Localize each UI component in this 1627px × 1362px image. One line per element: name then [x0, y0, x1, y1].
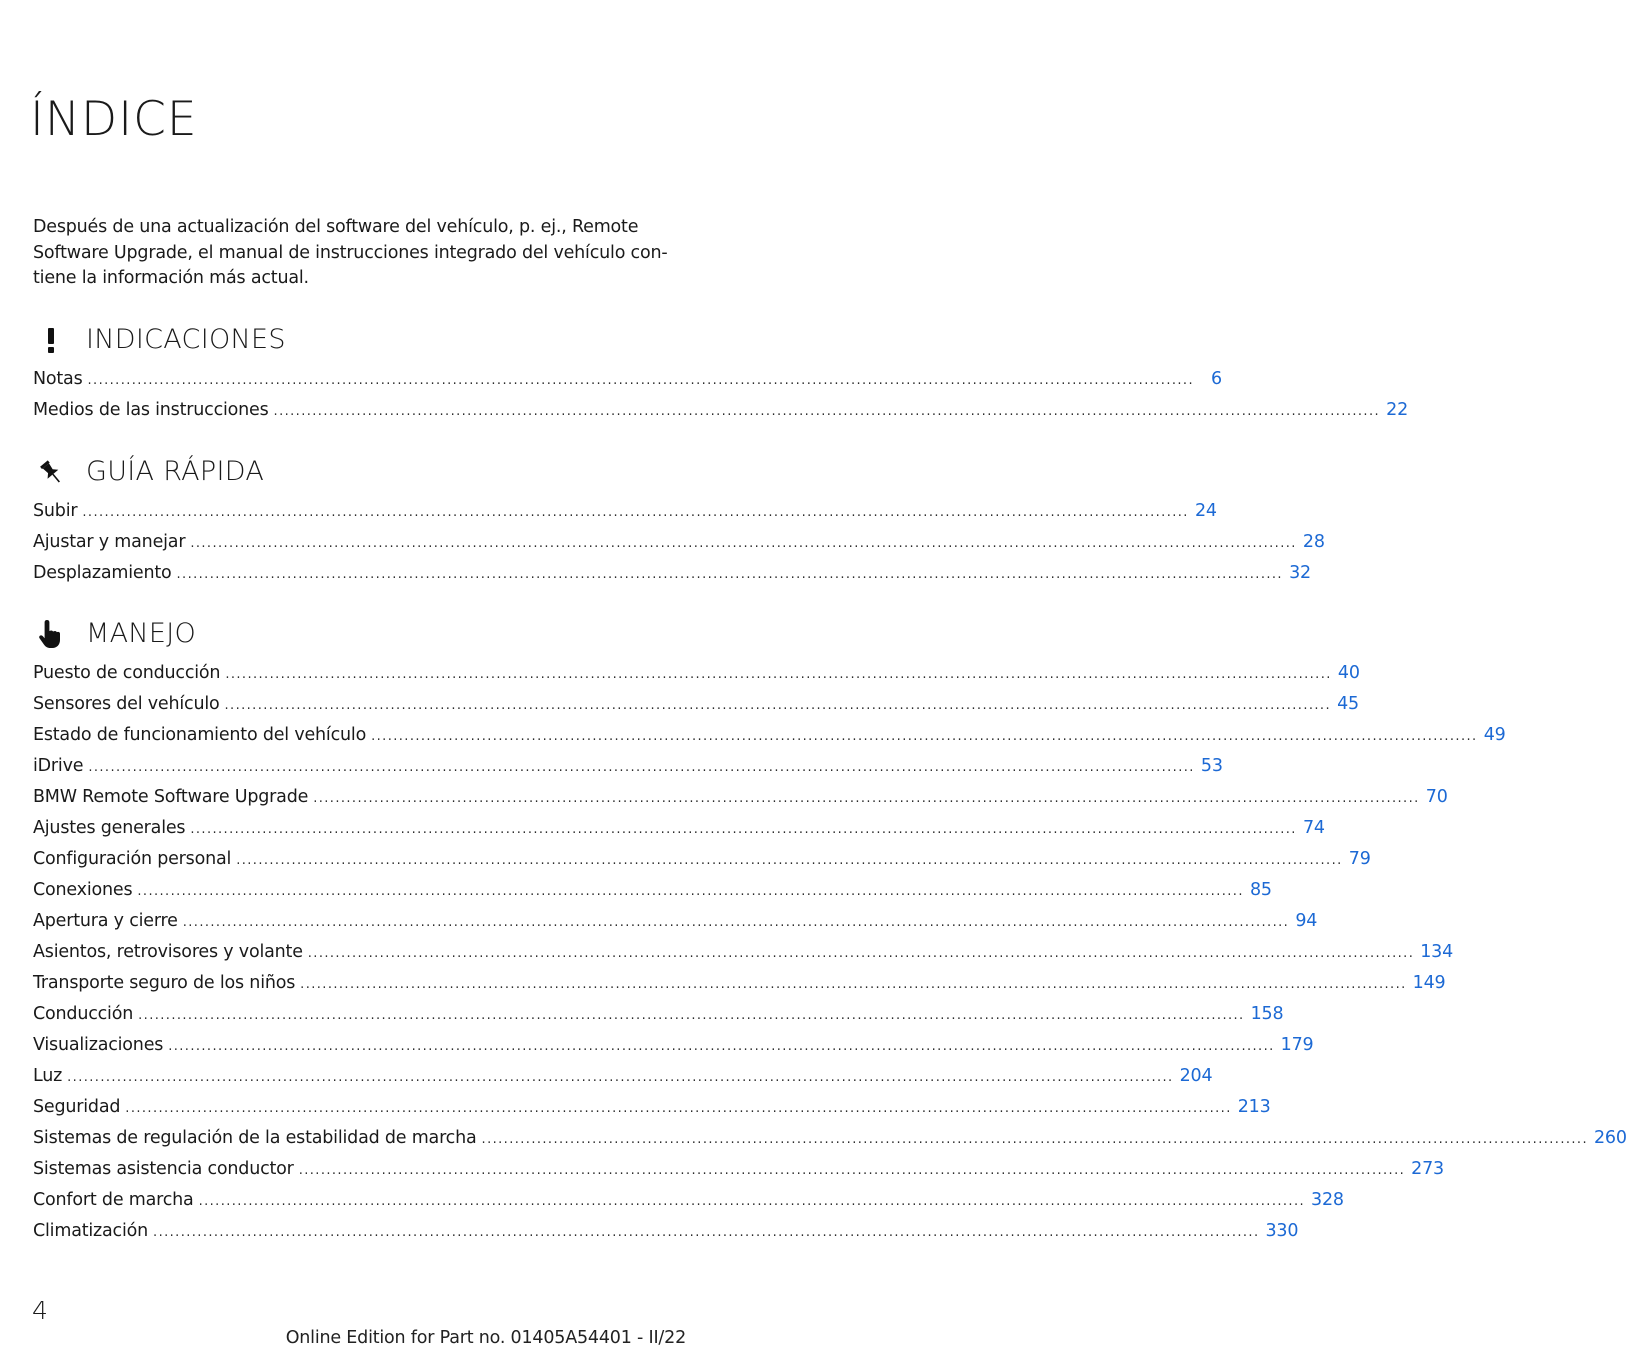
toc-entry-page[interactable]: 74	[1302, 818, 1325, 838]
leader-dots: ........................................................................................................................................................................................................	[190, 536, 1297, 551]
section-heading-indicaciones	[33, 322, 693, 362]
leader-dots: ........................................................................................................................................................................................................	[88, 760, 1195, 775]
toc-entry[interactable]	[33, 527, 1325, 558]
toc-entry-label: Medios de las instrucciones	[33, 400, 269, 420]
section-heading-guia-rapida	[33, 454, 693, 494]
section-title: GUÍA RÁPIDA	[86, 456, 265, 487]
toc-entry-page[interactable]: 32	[1289, 563, 1311, 583]
toc-list-indicaciones	[33, 364, 1409, 426]
leader-dots: ........................................................................................................................................................................................................	[168, 1039, 1275, 1054]
toc-entry-label: Ajustes generales	[33, 818, 186, 838]
leader-dots: ........................................................................................................................................................................................................	[236, 853, 1343, 868]
leader-dots: ........................................................................................................................................................................................................	[176, 567, 1283, 582]
toc-entry[interactable]	[33, 1154, 1444, 1185]
toc-entry-page[interactable]: 134	[1420, 942, 1454, 962]
leader-dots: ........................................................................................................................................................................................................	[190, 822, 1297, 837]
leader-dots: ........................................................................................................................................................................................................	[82, 505, 1189, 520]
toc-entry-label: Configuración personal	[33, 849, 232, 869]
toc-entry[interactable]	[33, 558, 1311, 589]
leader-dots: ........................................................................................................................................................................................................	[298, 1163, 1406, 1178]
leader-dots: ........................................................................................................................................................................................................	[153, 1225, 1260, 1240]
toc-entry-label: BMW Remote Software Upgrade	[33, 787, 309, 807]
toc-entry[interactable]	[33, 720, 1506, 751]
toc-entry-label: Sistemas asistencia conductor	[33, 1159, 294, 1179]
toc-list-guia-rapida	[33, 496, 1325, 589]
toc-entry-page[interactable]: 49	[1483, 725, 1506, 745]
toc-entry-page[interactable]: 79	[1348, 849, 1371, 869]
toc-entry-label: Seguridad	[33, 1097, 121, 1117]
toc-entry-page[interactable]: 179	[1280, 1035, 1314, 1055]
toc-entry-label: Visualizaciones	[33, 1035, 164, 1055]
toc-entry[interactable]	[33, 844, 1371, 875]
leader-dots: ........................................................................................................................................................................................................	[137, 884, 1244, 899]
toc-entry-label: Apertura y cierre	[33, 911, 178, 931]
toc-entry-label: Sensores del vehículo	[33, 694, 220, 714]
toc-entry[interactable]	[33, 906, 1318, 937]
footer-edition-note: Online Edition for Part no. 01405A54401 - II/22	[285, 1328, 686, 1348]
toc-entry-page[interactable]: 330	[1265, 1221, 1299, 1241]
section-heading-manejo	[33, 616, 693, 656]
toc-entry-label: Climatización	[33, 1221, 149, 1241]
toc-entry-page[interactable]: 70	[1425, 787, 1448, 807]
toc-entry[interactable]	[33, 395, 1409, 426]
toc-entry[interactable]	[33, 999, 1284, 1030]
toc-entry-label: Estado de funcionamiento del vehículo	[33, 725, 367, 745]
leader-dots: ........................................................................................................................................................................................................	[125, 1101, 1232, 1116]
toc-entry[interactable]	[33, 496, 1217, 527]
toc-entry-page[interactable]: 53	[1200, 756, 1223, 776]
toc-entry-page[interactable]: 22	[1386, 400, 1409, 420]
toc-entry-label: Conducción	[33, 1004, 134, 1024]
toc-entry[interactable]	[33, 751, 1223, 782]
toc-entry[interactable]	[33, 968, 1446, 999]
leader-dots: ........................................................................................................................................................................................................	[371, 729, 1478, 744]
toc-entry-page[interactable]: 158	[1250, 1004, 1284, 1024]
toc-entry[interactable]	[33, 689, 1359, 720]
leader-dots: ........................................................................................................................................................................................................	[138, 1008, 1245, 1023]
toc-entry[interactable]	[33, 1061, 1213, 1092]
toc-entry-page[interactable]: 85	[1249, 880, 1272, 900]
exclamation-icon	[33, 322, 69, 358]
intro-line: Después de una actualización del software del vehículo, p. ej., Remote	[33, 217, 639, 237]
toc-entry-label: Asientos, retrovisores y volante	[33, 942, 303, 962]
intro-paragraph	[33, 215, 693, 292]
toc-entry-label: Desplazamiento	[33, 563, 172, 583]
toc-entry[interactable]	[33, 1185, 1344, 1216]
toc-entry[interactable]	[33, 875, 1272, 906]
leader-dots: ........................................................................................................................................................................................................	[67, 1070, 1174, 1085]
toc-entry-label: Subir	[33, 501, 78, 521]
leader-dots: ........................................................................................................................................................................................................	[307, 946, 1415, 961]
toc-entry[interactable]	[33, 1030, 1314, 1061]
toc-entry-page[interactable]: 149	[1412, 973, 1446, 993]
toc-entry-label: Luz	[33, 1066, 63, 1086]
leader-dots: ........................................................................................................................................................................................................	[198, 1194, 1306, 1209]
toc-entry-page[interactable]: 40	[1337, 663, 1360, 683]
page-title: ÍNDICE	[30, 92, 198, 147]
leader-dots: ........................................................................................................................................................................................................	[224, 698, 1331, 713]
intro-line: Software Upgrade, el manual de instrucciones integrado del vehículo con-	[33, 242, 668, 263]
toc-entry-page[interactable]: 28	[1302, 532, 1325, 552]
toc-entry-page[interactable]: 213	[1237, 1097, 1271, 1117]
toc-entry-page[interactable]: 273	[1411, 1159, 1444, 1179]
toc-entry[interactable]	[33, 1092, 1271, 1123]
toc-entry[interactable]	[33, 658, 1360, 689]
section-title: INDICACIONES	[86, 324, 286, 355]
leader-dots: ........................................................................................................................................................................................................	[273, 404, 1381, 419]
toc-entry-page[interactable]: 328	[1311, 1190, 1344, 1210]
toc-entry[interactable]	[33, 937, 1454, 968]
toc-entry-page[interactable]: 24	[1194, 501, 1217, 521]
pointing-hand-icon	[33, 616, 69, 652]
leader-dots: ........................................................................................................................................................................................................	[87, 373, 1194, 388]
leader-dots: ........................................................................................................................................................................................................	[225, 667, 1332, 682]
toc-entry-page[interactable]: 94	[1295, 911, 1318, 931]
toc-entry-label: Transporte seguro de los niños	[33, 973, 296, 993]
toc-entry-page[interactable]: 6	[1211, 369, 1222, 389]
toc-entry-label: Ajustar y manejar	[33, 532, 186, 552]
pushpin-icon	[33, 454, 69, 490]
toc-entry-page[interactable]: 204	[1179, 1066, 1213, 1086]
toc-entry-label: Confort de marcha	[33, 1190, 194, 1210]
toc-entry-label: Conexiones	[33, 880, 133, 900]
toc-entry-label: Puesto de conducción	[33, 663, 221, 683]
toc-entry[interactable]	[33, 1216, 1299, 1247]
page-number: 4	[32, 1296, 48, 1325]
leader-dots: ........................................................................................................................................................................................................	[481, 1132, 1588, 1147]
toc-entry-label: Sistemas de regulación de la estabilidad de marcha	[33, 1128, 477, 1148]
leader-dots: ........................................................................................................................................................................................................	[300, 977, 1407, 992]
leader-dots: ........................................................................................................................................................................................................	[182, 915, 1290, 930]
toc-entry[interactable]	[33, 813, 1325, 844]
toc-entry[interactable]	[33, 1123, 1627, 1154]
toc-entry-label: iDrive	[33, 756, 84, 776]
toc-entry-page[interactable]: 260	[1594, 1128, 1627, 1148]
toc-entry[interactable]	[33, 782, 1448, 813]
toc-entry[interactable]	[33, 364, 1222, 395]
leader-dots: ........................................................................................................................................................................................................	[313, 791, 1420, 806]
section-title: MANEJO	[86, 618, 197, 649]
toc-entry-label: Notas	[33, 369, 83, 389]
intro-line: tiene la información más actual.	[33, 268, 309, 288]
toc-list-manejo	[33, 658, 1627, 1247]
toc-entry-page[interactable]: 45	[1337, 694, 1359, 714]
